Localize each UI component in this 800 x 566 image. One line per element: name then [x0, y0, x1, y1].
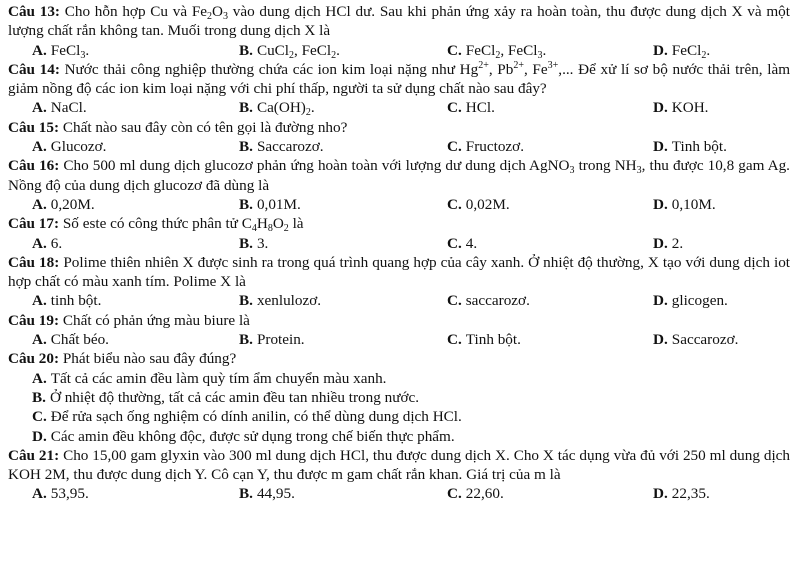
option-d[interactable]: D. 2.	[653, 234, 684, 252]
question-20	[8, 349, 790, 445]
question-16-stem: Câu 16: Cho 500 ml dung dịch glucozơ phản ứng hoàn toàn với lượng dư dung dịch AgNO$_3$ trong $NH_3$, thu được 10,8 gam Ag. Nồng độ của dung dịch glucozơ đã dùng là	[8, 157, 790, 194]
question-19-stem: Câu 19: Chất có phản ứng màu biure là	[8, 311, 250, 329]
question-19	[8, 311, 790, 350]
option-a[interactable]: A. Chất béo.	[32, 331, 109, 349]
answer-options	[8, 291, 790, 310]
option-b[interactable]: B. 44,95.	[239, 485, 295, 503]
option-d[interactable]: D. Saccarozơ.	[653, 331, 739, 349]
option-c[interactable]: C. HCl.	[447, 99, 495, 117]
statement-c[interactable]: C. Để rửa sạch ống nghiệm có dính anilin, có thể dùng dung dịch HCl.	[32, 408, 462, 426]
answer-options	[8, 137, 790, 156]
option-c[interactable]: C. FeCl$_2$, FeCl$_3$.	[447, 41, 547, 61]
question-number: Câu 18:	[8, 253, 60, 271]
question-13	[8, 2, 790, 60]
option-c[interactable]: C. 4.	[447, 234, 478, 252]
answer-options	[8, 234, 790, 253]
question-13-stem: Câu 13: Cho hỗn hợp Cu và $Fe_2O_3$ vào dung dịch HCl dư. Sau khi phản ứng xảy ra hoàn toàn, thu được dung dịch X và một lượng chất rắn không tan. Muối trong dung dịch X là	[8, 3, 790, 40]
question-number: Câu 21:	[8, 446, 60, 464]
option-b[interactable]: B. CuCl$_2$, FeCl$_2$.	[239, 41, 340, 61]
question-15-stem: Câu 15: Chất nào sau đây còn có tên gọi là đường nho?	[8, 118, 348, 136]
answer-options	[8, 330, 790, 349]
question-number: Câu 16:	[8, 157, 60, 175]
statement-b[interactable]: B. Ở nhiệt độ thường, tất cả các amin đều tan nhiều trong nước.	[32, 388, 420, 406]
question-18-stem: Câu 18: Polime thiên nhiên X được sinh ra trong quá trình quang hợp của cây xanh. Ở nhiệt độ thường, X tạo với dung dịch iot hợp chất có màu xanh tím. Polime X là	[8, 253, 791, 291]
question-17	[8, 214, 790, 253]
option-a[interactable]: A. FeCl$_3$.	[32, 41, 90, 61]
option-c[interactable]: C. saccarozơ.	[447, 292, 530, 310]
question-15	[8, 118, 790, 157]
question-number: Câu 17:	[8, 215, 60, 233]
option-a[interactable]: A. tinh bột.	[32, 292, 102, 310]
option-a[interactable]: A. Glucozơ.	[32, 138, 107, 156]
answer-options	[8, 98, 790, 117]
question-21-stem: Câu 21: Cho 15,00 gam glyxin vào 300 ml dung dịch HCl, thu được dung dịch X. Cho X tác dụng vừa đủ với 250 ml dung dịch KOH 2M, thu được dung dịch Y. Cô cạn Y, thu được m gam chất rắn khan. Giá trị của m là	[8, 446, 790, 484]
option-c[interactable]: C. Fructozơ.	[447, 138, 524, 156]
statement-d[interactable]: D. Các amin đều không độc, được sử dụng trong chế biến thực phẩm.	[32, 427, 455, 445]
option-d[interactable]: D. 22,35.	[653, 485, 710, 503]
answer-options	[8, 484, 790, 503]
question-number: Câu 13:	[8, 3, 60, 20]
option-b[interactable]: B. Protein.	[239, 331, 305, 349]
option-b[interactable]: B. Saccarozơ.	[239, 138, 324, 156]
option-d[interactable]: D. KOH.	[653, 99, 709, 117]
question-14-stem: Câu 14: Nước thải công nghiệp thường chứa các ion kim loại nặng như $Hg^{2+}$, $Pb^{2+}$, $Fe^{3+}$,... Để xử lí sơ bộ nước thải trên, làm giảm nồng độ các ion kim loại nặng với chi phí thấp, người ta sử dụng chất nào sau đây?	[8, 59, 791, 98]
question-number: Câu 14:	[8, 60, 60, 78]
question-number: Câu 19:	[8, 311, 60, 329]
answer-options	[8, 41, 790, 60]
question-18	[8, 253, 790, 311]
answer-options	[8, 195, 790, 214]
question-17-stem: Câu 17: Số este có công thức phân tử $C_4H_8O_2$ là	[8, 215, 304, 235]
option-c[interactable]: C. Tinh bột.	[447, 331, 521, 349]
option-b[interactable]: B. $Ca(OH)_2$.	[239, 99, 315, 119]
question-number: Câu 15:	[8, 118, 60, 136]
option-d[interactable]: D. glicogen.	[653, 292, 728, 310]
option-b[interactable]: B. 3.	[239, 234, 269, 252]
option-c[interactable]: C. 22,60.	[447, 485, 504, 503]
question-21	[8, 446, 790, 504]
statement-a[interactable]: A. Tất cả các amin đều làm quỳ tím ẩm chuyển màu xanh.	[32, 369, 387, 387]
option-a[interactable]: A. 6.	[32, 234, 63, 252]
option-a[interactable]: A. 0,20M.	[32, 195, 95, 213]
option-a[interactable]: A. NaCl.	[32, 99, 87, 117]
option-d[interactable]: D. 0,10M.	[653, 195, 716, 213]
question-16	[8, 156, 790, 214]
option-c[interactable]: C. 0,02M.	[447, 195, 510, 213]
option-d[interactable]: D. Tinh bột.	[653, 138, 727, 156]
question-14	[8, 60, 790, 118]
question-number: Câu 20:	[8, 350, 60, 368]
option-a[interactable]: A. 53,95.	[32, 485, 89, 503]
option-d[interactable]: D. FeCl$_2$.	[653, 41, 711, 61]
question-20-stem: Câu 20: Phát biểu nào sau đây đúng?	[8, 350, 237, 368]
option-b[interactable]: B. xenlulozơ.	[239, 292, 322, 310]
option-b[interactable]: B. 0,01M.	[239, 195, 301, 213]
